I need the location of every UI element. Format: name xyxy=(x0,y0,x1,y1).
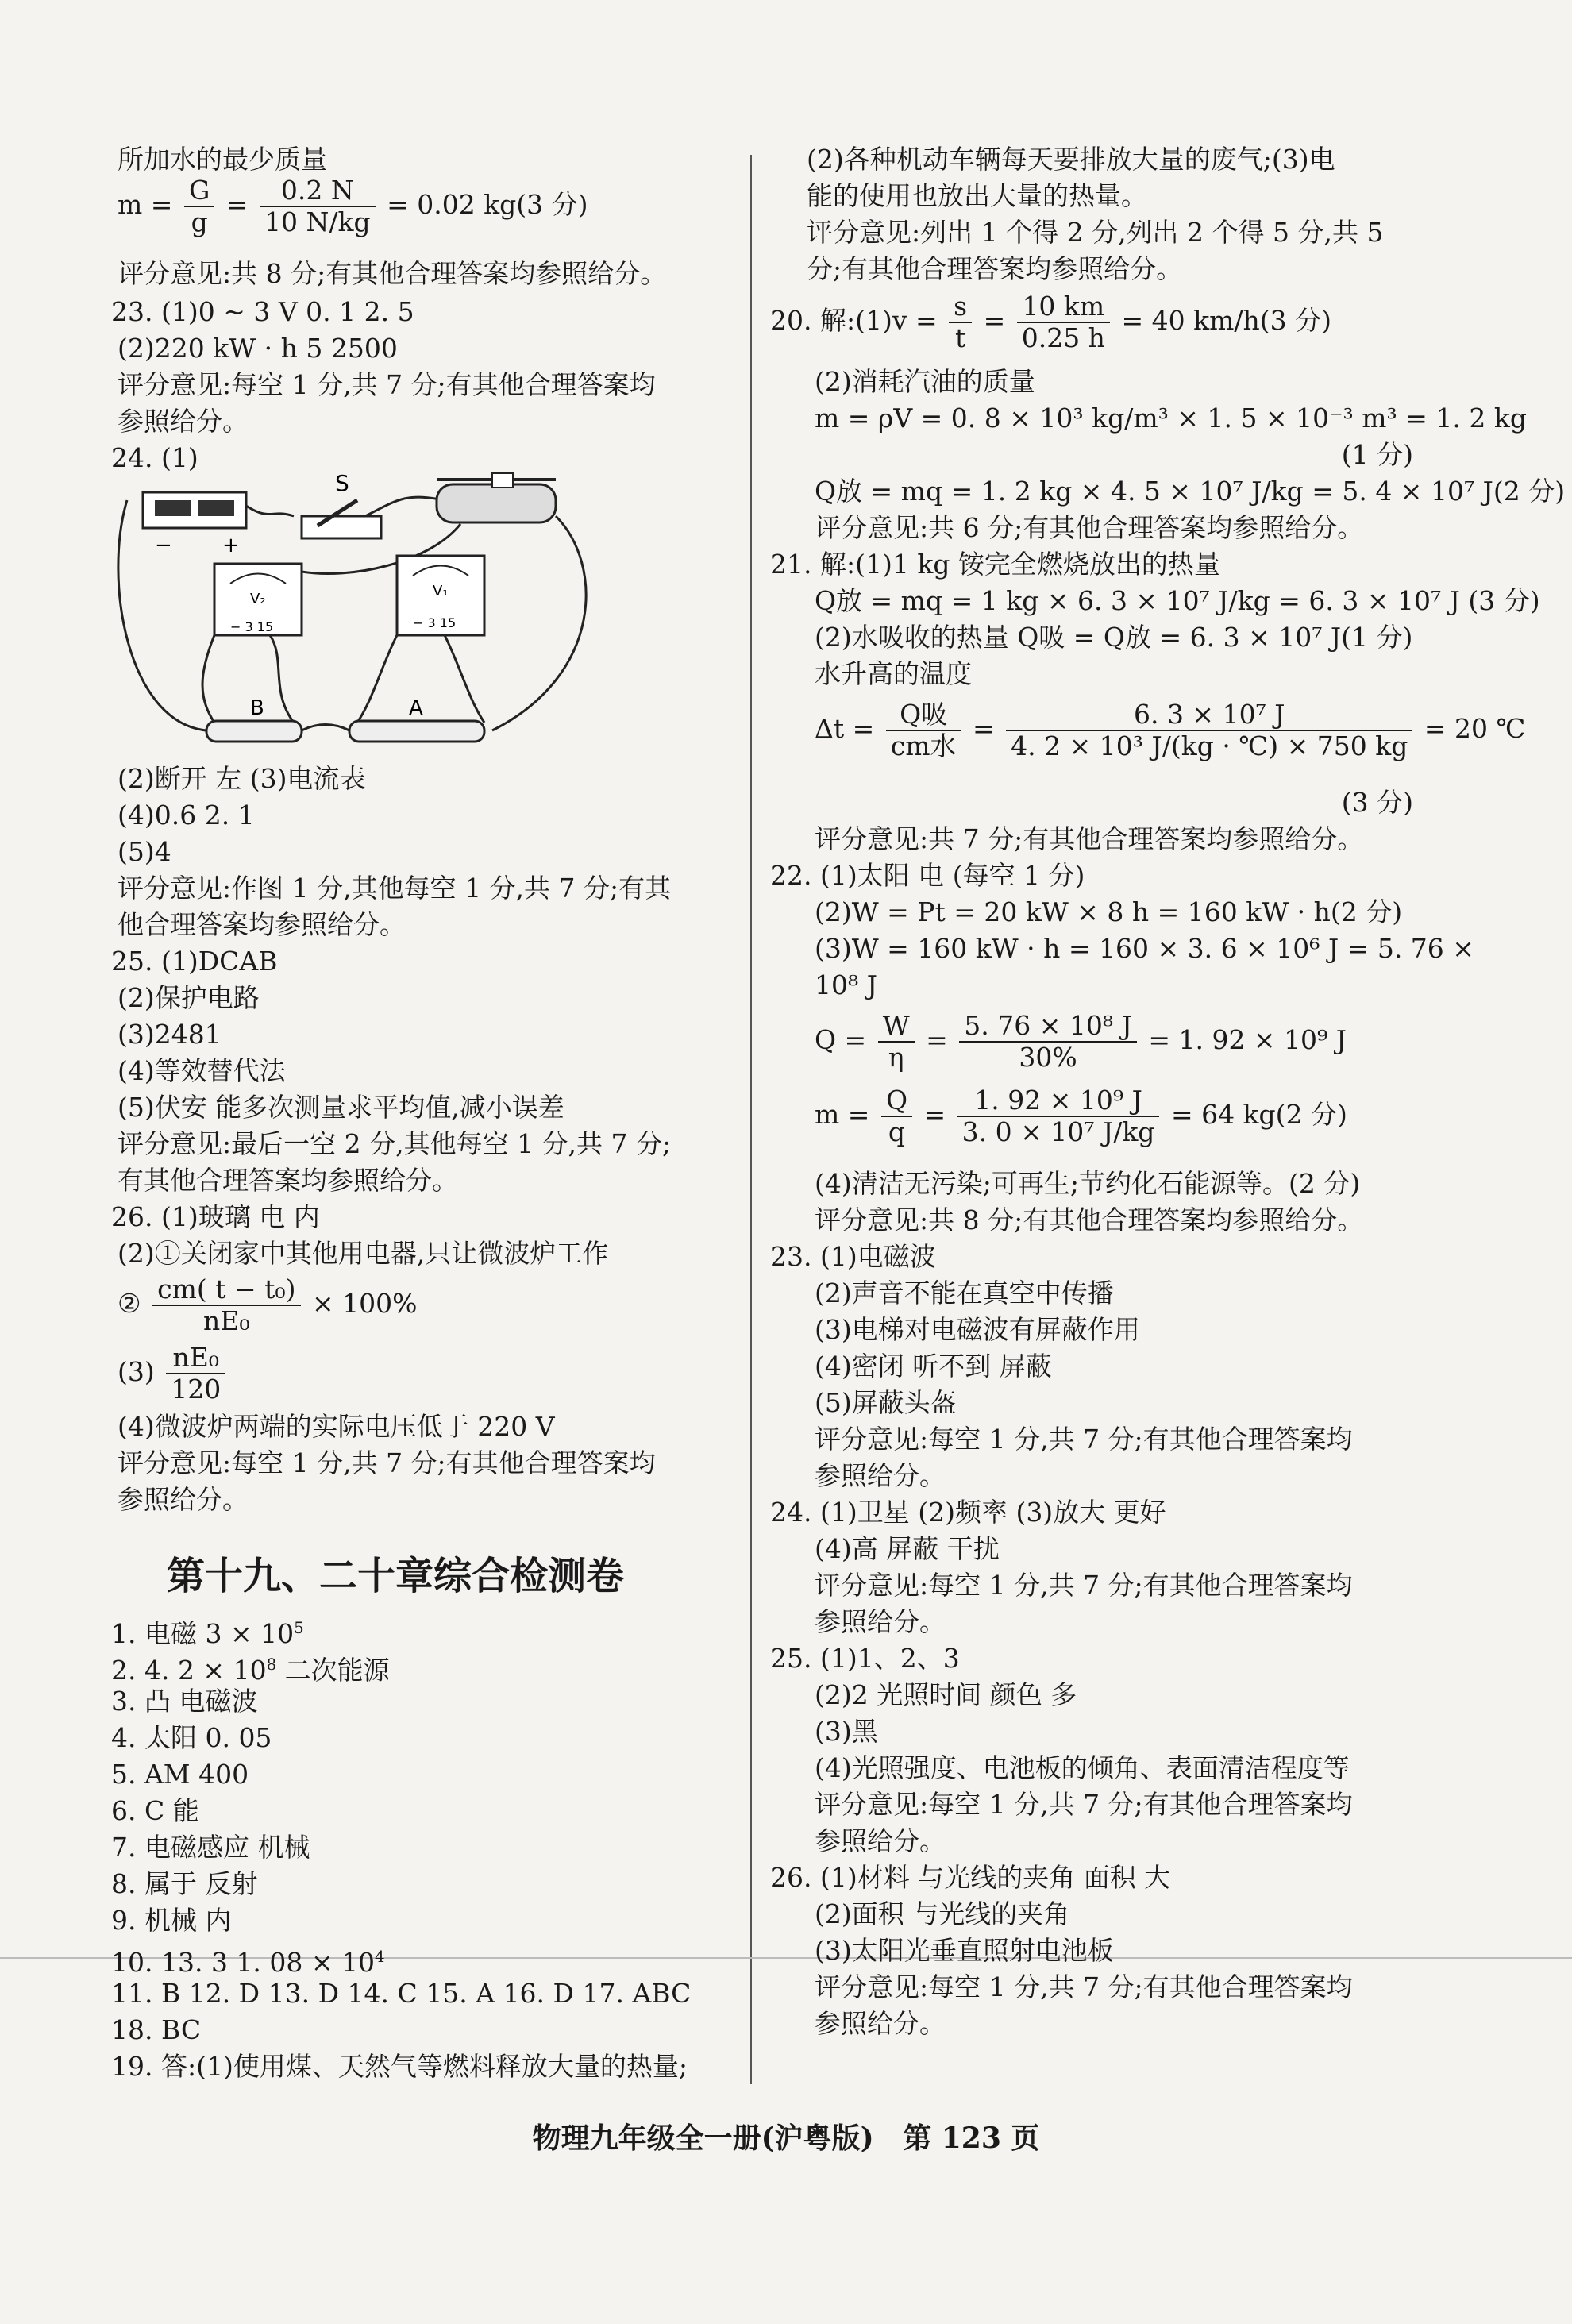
text-line: Q放 = mq = 1 kg × 6. 3 × 10⁷ J/kg = 6. 3 × 10⁷ J (3 分) xyxy=(815,585,1540,616)
answer-10: 10. 13. 3 1. $08 \times 10^4$ xyxy=(111,1947,385,1978)
question-23: 23. (1)0 ~ 3 V 0. 1 2. 5 xyxy=(111,296,414,327)
answer-3: 3. 凸 电磁波 xyxy=(111,1686,258,1717)
fraction: $\frac{\text{nE₀}}{120}$ xyxy=(166,1343,225,1405)
text-line: (2)W = Pt = 20 kW × 8 h = 160 kW · h(2 分) xyxy=(815,896,1403,927)
text-line: (2)各种机动车辆每天要排放大量的废气;(3)电 xyxy=(807,144,1335,175)
text-line: 水升高的温度 xyxy=(815,658,972,689)
answer-9: 9. 机械 内 xyxy=(111,1905,232,1936)
fraction: $\frac{0.2 N}{10 N/kg}$ xyxy=(260,175,376,237)
text-line: (2)水吸收的热量 Q吸 = Q放 = 6. 3 × 10⁷ J(1 分) xyxy=(815,622,1413,653)
wire xyxy=(302,725,349,731)
text-line: (5)伏安 能多次测量求平均值,减小误差 xyxy=(118,1092,564,1123)
formula-mass-coal: m = $\frac{Q}{q}$ = $\frac{\text{1. 92 × 10⁹ J}}{\text{3. 0 × 10⁷ J/kg}}$ = 64 kg(2 分) xyxy=(815,1085,1347,1147)
text-line: (3 分) xyxy=(1341,787,1413,818)
text-line: m = ρV = 0. 8 × 10³ kg/m³ × 1. 5 × 10⁻³ m³ = 1. 2 kg xyxy=(815,403,1527,434)
text-line: (4)高 屏蔽 干扰 xyxy=(815,1533,1000,1564)
wire xyxy=(492,516,586,730)
fraction: $\frac{W}{\eta}$ xyxy=(878,1011,915,1073)
text-line: 所加水的最少质量 xyxy=(118,144,327,175)
answer-6: 6. C 能 xyxy=(111,1795,199,1826)
text-line: 评分意见:列出 1 个得 2 分,列出 2 个得 5 分,共 5 xyxy=(807,217,1384,248)
answer-8: 8. 属于 反射 xyxy=(111,1868,258,1899)
text-line: 评分意见:作图 1 分,其他每空 1 分,共 7 分;有其 xyxy=(118,873,672,904)
rheostat xyxy=(437,484,556,522)
book-title: 物理九年级全一册(沪粤版) xyxy=(532,2122,874,2155)
text-line: (4)光照强度、电池板的倾角、表面清洁程度等 xyxy=(815,1752,1350,1783)
wire xyxy=(357,635,397,723)
battery-cell xyxy=(155,500,191,516)
text-line: 评分意见:共 6 分;有其他合理答案均参照给分。 xyxy=(815,512,1364,543)
text-line: 评分意见:每空 1 分,共 7 分;有其他合理答案均 xyxy=(815,1424,1353,1455)
text-line: (3)太阳光垂直照射电池板 xyxy=(815,1935,1114,1966)
text-line: (4)微波炉两端的实际电压低于 220 V xyxy=(118,1411,555,1442)
text-line: 他合理答案均参照给分。 xyxy=(118,909,406,940)
text-line: (3)2481 xyxy=(118,1019,222,1050)
text-line: Q放 = mq = 1. 2 kg × 4. 5 × 10⁷ J/kg = 5. 4 × 10⁷ J(2 分) xyxy=(815,476,1566,507)
text-line: (2)220 kW · h 5 2500 xyxy=(118,333,398,364)
question-22: 22. (1)太阳 电 (每空 1 分) xyxy=(770,860,1085,891)
text-line: (4)密闭 听不到 屏蔽 xyxy=(815,1351,1052,1382)
formula-mass: m = $\frac{G}{g}$ = $\frac{0.2 N}{10 N/kg}$ = 0.02 kg(3 分) xyxy=(118,175,588,237)
formula-efficiency: ② $\frac{\text{cm( t − t₀)}}{\text{nE₀}}$ × 100% xyxy=(118,1274,418,1336)
formula-power: (3) $\frac{\text{nE₀}}{120}$ xyxy=(118,1340,229,1405)
fraction: $\frac{G}{g}$ xyxy=(184,175,214,237)
text-line: 参照给分。 xyxy=(815,1460,946,1491)
column-divider xyxy=(750,155,752,2084)
text-line: (3)电梯对电磁波有屏蔽作用 xyxy=(815,1314,1140,1345)
battery-plus-label: + xyxy=(222,534,240,557)
text-line: 评分意见:共 8 分;有其他合理答案均参照给分。 xyxy=(118,258,667,289)
text-line: 有其他合理答案均参照给分。 xyxy=(118,1165,458,1196)
answer-2: 2. 4. $2 \times 10^8$ 二次能源 xyxy=(111,1655,390,1686)
voltmeter-v1-label: V₁ xyxy=(433,583,449,599)
fraction: $\frac{\text{6. 3 × 10⁷ J}}{\text{4. 2 × 10³ J/(kg · ℃) × 750 kg}}$ xyxy=(1006,700,1412,761)
answer-19: 19. 答:(1)使用煤、天然气等燃料释放大量的热量; xyxy=(111,2051,688,2082)
page-number: 第 123 页 xyxy=(903,2122,1040,2155)
text-line: (3)W = 160 kW · h = 160 × 3. 6 × 10⁶ J = 5. 76 × xyxy=(815,933,1474,964)
text-line: (5)4 xyxy=(118,836,171,867)
text-line: (1 分) xyxy=(1341,439,1413,470)
formula-speed: 20. 解:(1)v = $\frac{s}{t}$ = $\frac{10 km}{0.25 h}$ = 40 km/h(3 分) xyxy=(770,291,1331,353)
voltmeter-v2-label: V₂ xyxy=(250,591,266,607)
rheostat-slider xyxy=(492,473,513,488)
fraction: $\frac{\text{5. 76 × 10⁸ J}}{30\%}$ xyxy=(959,1011,1137,1073)
fraction: $\frac{\text{Q吸}}{\text{cm水}}$ xyxy=(886,700,961,761)
circuit-diagram xyxy=(111,468,603,762)
text-line: 评分意见:每空 1 分,共 7 分;有其他合理答案均 xyxy=(815,1971,1353,2002)
text-line: (4)等效替代法 xyxy=(118,1055,286,1086)
text-line: (2)声音不能在真空中传播 xyxy=(815,1278,1114,1308)
battery-cell xyxy=(198,500,234,516)
text-line: (5)屏蔽头盔 xyxy=(815,1387,957,1418)
fraction: $\frac{\text{1. 92 × 10⁹ J}}{\text{3. 0 × 10⁷ J/kg}}$ xyxy=(957,1085,1160,1147)
question-26-right: 26. (1)材料 与光线的夹角 面积 大 xyxy=(770,1862,1171,1893)
text-line: 评分意见:每空 1 分,共 7 分;有其他合理答案均 xyxy=(118,369,656,400)
page-footer xyxy=(0,2116,1572,2156)
resistor-b xyxy=(206,721,302,742)
text-line: (2)断开 左 (3)电流表 xyxy=(118,763,366,794)
formula-heat: Q = $\frac{W}{\eta}$ = $\frac{\text{5. 76 × 10⁸ J}}{30\%}$ = 1. 92 × 10⁹ J xyxy=(815,1010,1347,1073)
answer-7: 7. 电磁感应 机械 xyxy=(111,1832,310,1863)
fraction: $\frac{Q}{q}$ xyxy=(881,1085,912,1147)
text-line: 参照给分。 xyxy=(118,406,249,437)
text-line: 分;有其他合理答案均参照给分。 xyxy=(807,253,1183,284)
text-line: 评分意见:每空 1 分,共 7 分;有其他合理答案均 xyxy=(118,1447,656,1478)
resistor-a-label: A xyxy=(409,696,423,720)
wire xyxy=(365,497,445,516)
question-23-right: 23. (1)电磁波 xyxy=(770,1241,936,1272)
question-21: 21. 解:(1)1 kg 铵完全燃烧放出的热量 xyxy=(770,549,1220,580)
text-line: (3)黑 xyxy=(815,1716,878,1747)
formula-temperature: Δt = $\frac{\text{Q吸}}{\text{cm水}}$ = $\frac{\text{6. 3 × 10⁷ J}}{\text{4. 2 × 10³ J/(kg · ℃) × 750 kg}}$ = 20 ℃ xyxy=(815,699,1526,761)
switch-base xyxy=(302,516,381,538)
text-line: (2)2 光照时间 颜色 多 xyxy=(815,1679,1077,1710)
text-line: 评分意见:最后一空 2 分,其他每空 1 分,共 7 分; xyxy=(118,1128,672,1159)
text-line: (4)清洁无污染;可再生;节约化石能源等。(2 分) xyxy=(815,1168,1361,1199)
wire xyxy=(202,635,214,723)
voltmeter-v1-scale: − 3 15 xyxy=(413,615,457,630)
text-line: 10⁸ J xyxy=(815,969,877,1000)
wire xyxy=(270,635,294,723)
fraction: $\frac{10 km}{0.25 h}$ xyxy=(1017,291,1110,353)
text-line: (2)保护电路 xyxy=(118,982,260,1013)
voltmeter-v2-scale: − 3 15 xyxy=(230,619,274,634)
answer-18: 18. BC xyxy=(111,2014,202,2045)
text-line: 参照给分。 xyxy=(118,1484,249,1515)
section-title: 第十九、二十章综合检测卷 xyxy=(167,1554,625,1598)
answer-11-17: 11. B 12. D 13. D 14. C 15. A 16. D 17. ABC xyxy=(111,1978,692,2009)
question-26: 26. (1)玻璃 电 内 xyxy=(111,1201,320,1232)
text-line: 参照给分。 xyxy=(815,2008,946,2039)
text-line: (2)消耗汽油的质量 xyxy=(815,366,1035,397)
text-line: 参照给分。 xyxy=(815,1825,946,1856)
text-line: 能的使用也放出大量的热量。 xyxy=(807,180,1147,211)
answer-1: 1. 电磁 $3 \times 10^5$ xyxy=(111,1618,304,1649)
battery-minus-label: − xyxy=(155,534,172,557)
text-line: 评分意见:每空 1 分,共 7 分;有其他合理答案均 xyxy=(815,1570,1353,1601)
wire xyxy=(445,635,484,723)
resistor-b-label: B xyxy=(250,696,264,720)
text-line: 评分意见:共 7 分;有其他合理答案均参照给分。 xyxy=(815,823,1364,854)
question-24-right: 24. (1)卫星 (2)频率 (3)放大 更好 xyxy=(770,1497,1166,1528)
question-25: 25. (1)DCAB xyxy=(111,946,278,977)
text-line: (4)0.6 2. 1 xyxy=(118,800,255,831)
resistor-a xyxy=(349,721,484,742)
text-line: 评分意见:共 8 分;有其他合理答案均参照给分。 xyxy=(815,1204,1364,1235)
text-line: (2)①关闭家中其他用电器,只让微波炉工作 xyxy=(118,1238,609,1269)
answer-5: 5. AM 400 xyxy=(111,1759,249,1790)
text-line: 评分意见:每空 1 分,共 7 分;有其他合理答案均 xyxy=(815,1789,1353,1820)
question-24: 24. (1) xyxy=(111,442,198,473)
text-line: 参照给分。 xyxy=(815,1606,946,1637)
switch-label: S xyxy=(335,470,349,496)
fraction: $\frac{s}{t}$ xyxy=(949,291,972,353)
text-line: (2)面积 与光线的夹角 xyxy=(815,1898,1070,1929)
question-25-right: 25. (1)1、2、3 xyxy=(770,1643,960,1674)
answer-4: 4. 太阳 0. 05 xyxy=(111,1722,272,1753)
fraction: $\frac{\text{cm( t − t₀)}}{\text{nE₀}}$ xyxy=(152,1274,300,1336)
